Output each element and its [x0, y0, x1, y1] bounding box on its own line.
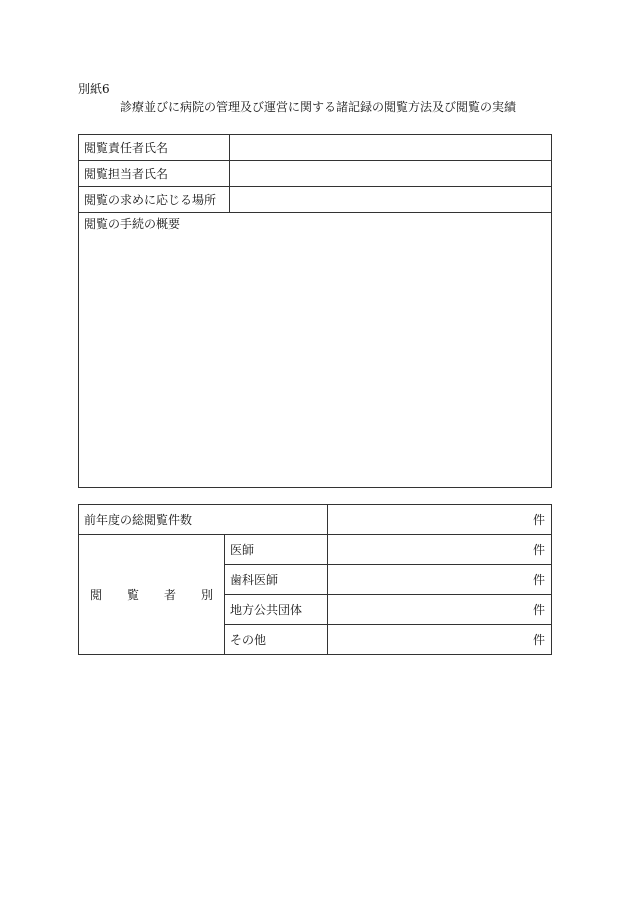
annex-number: 別紙6: [78, 82, 110, 96]
other-count-field[interactable]: [328, 625, 552, 655]
local-government-count-field[interactable]: [328, 595, 552, 625]
table-row: [79, 213, 552, 488]
responsible-person-field[interactable]: [230, 135, 552, 161]
staff-person-label: 閲覧担当者氏名: [79, 161, 230, 187]
table-row: [79, 187, 552, 213]
responsible-person-label: 閲覧責任者氏名: [79, 135, 230, 161]
local-government-label: 地方公共団体: [225, 595, 328, 625]
count-unit: 件: [533, 543, 546, 557]
procedure-overview-label: 閲覧の手続の概要: [84, 217, 181, 231]
total-count-label: 前年度の総閲覧件数: [79, 505, 328, 535]
table-row: [79, 161, 552, 187]
category-char: 閲: [90, 588, 103, 602]
category-char: 者: [163, 588, 176, 602]
count-unit: 件: [533, 573, 546, 587]
other-label: その他: [225, 625, 328, 655]
category-char: 覧: [126, 588, 139, 602]
total-count-field[interactable]: [328, 505, 552, 535]
procedure-overview-field[interactable]: [79, 213, 552, 488]
category-char: 別: [200, 588, 213, 602]
access-place-label: 閲覧の求めに応じる場所: [79, 187, 230, 213]
table-row: [79, 505, 552, 535]
table-row: [79, 135, 552, 161]
dentist-count-field[interactable]: [328, 565, 552, 595]
document-title: 診療並びに病院の管理及び運営に関する諸記録の閲覧方法及び閲覧の実績: [120, 100, 517, 114]
dentist-label: 歯科医師: [225, 565, 328, 595]
count-unit: 件: [533, 513, 546, 527]
doctor-count-field[interactable]: [328, 535, 552, 565]
access-place-field[interactable]: [230, 187, 552, 213]
access-procedure-table: [78, 134, 552, 488]
access-count-table: [78, 504, 552, 655]
staff-person-field[interactable]: [230, 161, 552, 187]
count-unit: 件: [533, 633, 546, 647]
doctor-label: 医師: [225, 535, 328, 565]
table-row: [79, 535, 552, 565]
viewer-category-label: [79, 535, 225, 655]
count-unit: 件: [533, 603, 546, 617]
